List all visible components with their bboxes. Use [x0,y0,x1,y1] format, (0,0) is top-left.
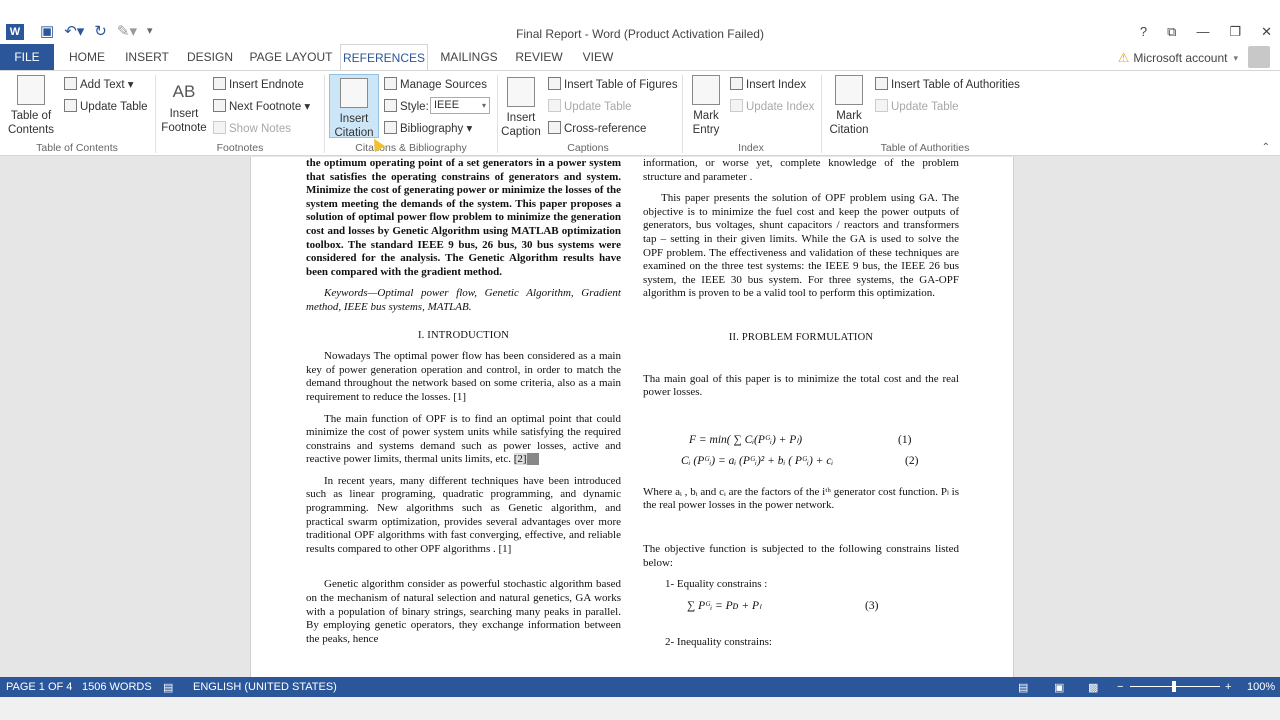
mark-entry-button[interactable]: Mark Entry [686,75,726,137]
bibliography-icon [384,121,397,134]
word-count[interactable]: 1506 WORDS [82,681,152,693]
insert-endnote-icon [213,77,226,90]
tab-design[interactable]: DESIGN [186,50,233,64]
window-controls [1140,24,1272,40]
title-bar [0,0,1280,44]
web-layout-icon[interactable]: ▩ [1088,682,1099,694]
update-table-icon [64,99,77,112]
paragraph: Genetic algorithm consider as powerful stochastic algorithm based on the mechanism of natural selection and natural genetics, GA works with a population of binary strings, searching many peaks in parallel. By employing genetic operators, they exchange information between the peaks, hence [306,578,621,645]
section-heading-problem-formulation: II. PROBLEM FORMULATION [728,331,874,343]
page-count[interactable]: PAGE 1 OF 4 [6,681,73,693]
group-label-toc: Table of Contents [36,142,118,154]
word-logo-icon: W [6,24,24,40]
equation-number: (3) [865,599,879,612]
show-notes-icon [213,121,226,134]
zoom-level[interactable]: 100% [1247,681,1276,693]
status-bar [0,677,1280,697]
footnote-ab-icon: AB [172,82,196,101]
next-footnote-button[interactable]: Next Footnote ▾ [213,99,310,113]
table-of-contents-icon [17,75,45,105]
style-label: Style: [384,99,429,113]
update-table-toc-button[interactable]: Update Table [64,99,148,113]
group-label-captions: Captions [567,142,609,154]
format-painter-icon[interactable]: ✎▾ [116,23,137,40]
update-table-toa-button[interactable]: Update Table [875,99,959,113]
tab-mailings[interactable]: MAILINGS [440,50,498,64]
proofing-icon[interactable]: ▤ [163,682,174,694]
paragraph: The main function of OPF is to find an optimal point that could minimize the cost of power system units while satisfying the required constrains and systems demand such as power losses, active and reactive power limits, thermal units limits, etc. [2][ ] [306,412,621,466]
update-index-button[interactable]: Update Index [730,99,814,113]
avatar[interactable] [1248,46,1270,68]
paragraph: Tha main goal of this paper is to minimize the total cost and the real power losses. [643,372,959,399]
update-table-captions-button[interactable]: Update Table [548,99,632,113]
update-table-icon [548,99,561,112]
insert-caption-button[interactable]: Insert Caption [500,77,542,139]
paragraph: This paper presents the solution of OPF problem using GA. The objective is to minimize the fuel cost and keep the power outputs of generators, bus voltages, shunt capacitors / reactors and transformers tap – setting in their given limits. While the GA is used to solve the OPF problem. The effectiveness and validation of these techniques are examined on the three test systems: the IEEE 9 bus, the IEEE 26 bus system, the IEEE 30 bus system. For three systems, the GA-OPF algorithm is proven to be a valid tool to perform this optimization. [643,192,959,300]
add-text-icon [64,77,77,90]
equation-number: (1) [898,433,912,446]
equation-number: (2) [905,454,919,467]
zoom-in-button[interactable]: + [1225,681,1232,693]
manage-sources-icon [384,77,397,90]
paragraph: information, or worse yet, complete knowledge of the problem structure and parameter . [643,157,959,183]
account-caret-icon: ▾ [1233,52,1238,63]
style-icon [384,99,397,112]
undo-icon[interactable]: ↶▾ [64,23,85,40]
account-label: Microsoft account [1133,51,1228,65]
zoom-slider-thumb[interactable] [1172,681,1176,692]
show-notes-button[interactable]: Show Notes [213,121,291,135]
microsoft-account[interactable] [1118,50,1238,66]
insert-caption-icon [507,77,535,107]
table-of-contents-label: Table of Contents [7,110,55,136]
tab-page-layout[interactable]: PAGE LAYOUT [249,50,333,64]
manage-sources-button[interactable]: Manage Sources [384,77,487,91]
mark-entry-icon [692,75,720,105]
citation-field[interactable]: [2] [513,453,527,466]
group-label-toa: Table of Authorities [880,142,970,154]
tab-references[interactable]: REFERENCES [340,44,428,71]
group-label-footnotes: Footnotes [216,142,264,154]
zoom-out-button[interactable]: − [1117,681,1124,693]
equation-3: ∑ Pᴳᵢ = Pᴅ + Pₗ [687,599,761,612]
tab-home[interactable]: HOME [69,50,105,64]
section-heading-introduction: I. INTRODUCTION [417,329,510,341]
next-footnote-icon [213,99,226,112]
tab-file[interactable]: FILE [0,44,54,70]
insert-table-of-authorities-button[interactable]: Insert Table of Authorities [875,77,1020,91]
paragraph: Nowadays The optimal power flow has been considered as a main key of power generation operation and control, in order to match the demand throughout the network based on some criteria, also as a main requirement to reduce the losses. [1] [306,350,621,403]
taskbar-strip [0,697,1280,720]
table-of-contents-button[interactable] [4,75,58,137]
equation-block-3 [643,600,959,630]
read-mode-icon[interactable]: ▤ [1018,682,1029,694]
ribbon-display-button[interactable]: ⧉ [1167,24,1177,39]
document-page[interactable] [250,157,1014,677]
update-index-icon [730,99,743,112]
language-indicator[interactable]: ENGLISH (UNITED STATES) [193,681,337,693]
paragraph: Where aᵢ , bᵢ and cᵢ are the factors of the iᵗʰ generator cost function. Pₗ is the real power losses in the power network. [643,485,959,512]
insert-footnote-button[interactable]: AB Insert Footnote [160,77,208,135]
group-label-citations: Citations & Bibliography [355,142,467,154]
print-layout-icon[interactable]: ▣ [1054,682,1065,694]
ribbon-tabs [0,44,1280,70]
insert-table-of-figures-button[interactable]: Insert Table of Figures [548,77,678,91]
save-icon[interactable]: ▣ [40,23,55,40]
right-column [643,157,959,657]
cross-reference-button[interactable]: Cross-reference [548,121,646,135]
insert-citation-button[interactable]: Insert Citation [329,74,379,138]
qat-more-icon[interactable]: ▾ [146,25,153,37]
group-label-index: Index [738,142,764,154]
insert-endnote-button[interactable]: Insert Endnote [213,77,304,91]
restore-button[interactable]: ❐ [1229,24,1242,39]
collapse-ribbon-icon[interactable]: ⌃ [1261,142,1270,153]
close-button[interactable]: ✕ [1261,24,1272,39]
list-item: 1- Equality constrains : [665,578,768,591]
equations-block [643,408,959,486]
warning-icon: ⚠ [1117,50,1130,65]
equation-2: Cᵢ (Pᴳᵢ) = aᵢ (Pᴳᵢ)² + bᵢ ( Pᴳᵢ) + cᵢ [681,454,834,467]
style-dropdown[interactable]: IEEE ▾ [430,97,490,114]
minimize-button[interactable]: — [1196,24,1210,39]
left-column [306,157,621,654]
tab-review[interactable]: REVIEW [515,50,563,64]
cross-reference-icon [548,121,561,134]
help-button[interactable]: ? [1139,24,1148,39]
paragraph: In recent years, many different techniques have been introduced such as linear programing, quadratic programming, and dynamic programming. New algorithms such as Genetic algorithm, and practical swarm optimization, provides several advantages over more traditional OPF algorithms with fast converging, effective, and reliable results compared to other OPF algorithms . [1] [306,474,621,555]
window-title: Final Report - Word (Product Activation Failed) [516,27,764,41]
table-of-figures-icon [548,77,561,90]
tab-insert[interactable]: INSERT [125,50,169,64]
list-item: 2- Inequality constrains: [665,635,772,648]
abstract-text: the optimum operating point of a set generators in a power system that satisfies the operating constrains of generators and system. Minimize the cost of generating power or minimize the losses of the system meeting the demands of the system. This paper proposes a solution of optimal power flow problem to minimize the generation cost and losses by Genetic Algorithm using MATLAB optimization toolbox. The standard IEEE 9 bus, 26 bus, 30 bus systems were considered for the analysis. The Genetic Algorithm results have been compared with the gradient method. [306,157,621,278]
tab-view[interactable]: VIEW [582,50,614,64]
paragraph: The objective function is subjected to the following constrains listed below: [643,542,959,569]
insert-citation-icon [340,78,368,108]
update-table-icon [875,99,888,112]
ribbon-references [0,70,1280,156]
keywords-text: Keywords—Optimal power flow, Genetic Algorithm, Gradient method, IEEE bus systems, MATLAB. [306,287,621,313]
table-of-authorities-icon [875,77,888,90]
redo-icon[interactable]: ↻ [94,23,107,40]
equation-1: F = min( ∑ Cᵢ(Pᴳᵢ) + Pₗ) [689,433,803,446]
insert-index-icon [730,77,743,90]
bibliography-button[interactable]: Bibliography ▾ [384,121,472,135]
mark-citation-button[interactable]: Mark Citation [826,75,872,137]
add-text-button[interactable]: Add Text ▾ [64,77,134,91]
document-area[interactable] [0,157,1280,677]
mark-citation-icon [835,75,863,105]
insert-index-button[interactable]: Insert Index [730,77,806,91]
